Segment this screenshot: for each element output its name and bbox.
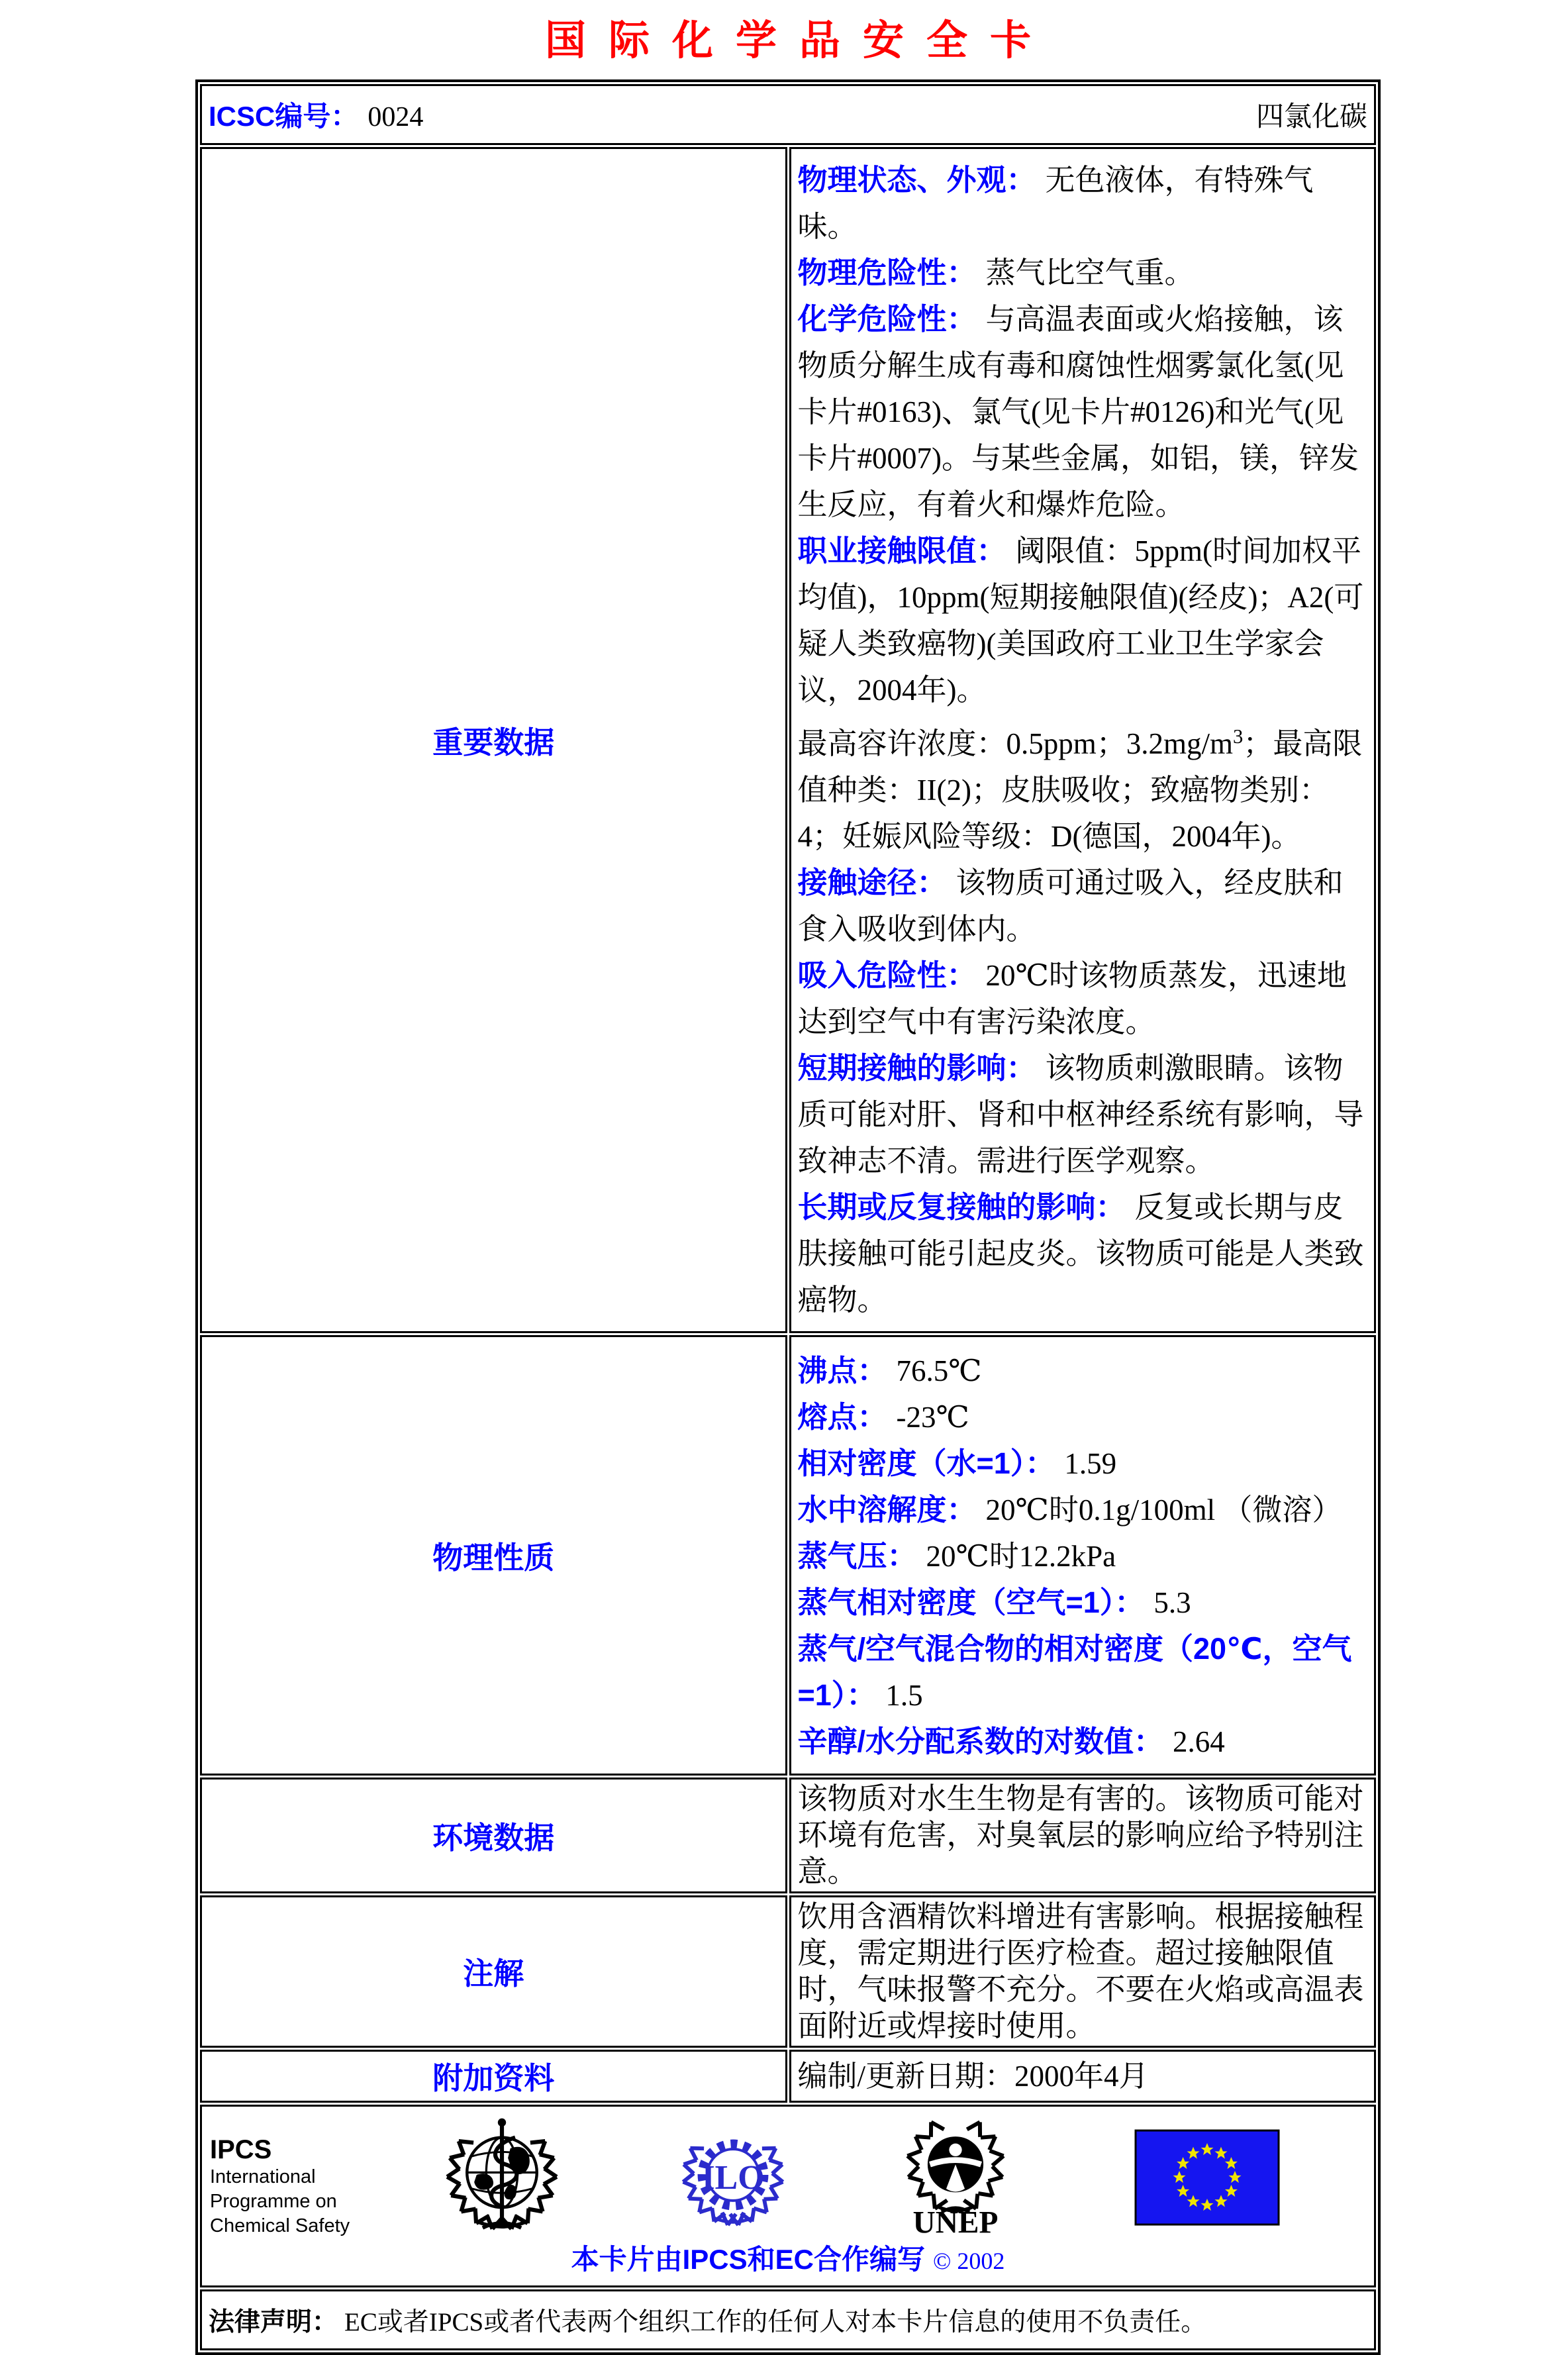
- important-paragraph: [798, 952, 1368, 1045]
- chemical-name: 四氯化碳: [1255, 102, 1367, 132]
- field-text: ；最高限值种类：II(2)；皮肤吸收；致癌物类别：4；妊娠风险等级：D(德国，2004年)。: [797, 727, 1363, 853]
- field-label: 物理危险性：: [797, 256, 977, 289]
- property-line: [798, 1487, 1368, 1533]
- property-line: [798, 1440, 1368, 1487]
- property-value: -23℃: [896, 1401, 969, 1434]
- property-label: 蒸气压：: [797, 1539, 917, 1573]
- legal-label: 法律声明：: [209, 2308, 338, 2336]
- icsc-number-value: 0024: [368, 102, 424, 132]
- property-line: [798, 1348, 1368, 1394]
- property-label: 水中溶解度：: [797, 1493, 977, 1527]
- important-paragraph: [798, 860, 1368, 952]
- section-label-physical: 物理性质: [200, 1335, 787, 1776]
- page-title: 国际化学品安全卡: [544, 19, 1054, 64]
- ipcs-line: Programme on: [210, 2191, 337, 2212]
- property-value: 1.59: [1064, 1447, 1117, 1480]
- additional-info-row: [200, 2050, 1376, 2103]
- field-text: 该物质刺激眼睛。该物质可能对肝、肾和中枢神经系统有影响，导致神志不清。需进行医学观察。: [797, 1052, 1364, 1178]
- unep-letters: UNEP: [912, 2205, 999, 2236]
- field-label: 化学危险性：: [797, 302, 977, 336]
- property-line: [798, 1533, 1368, 1579]
- caption-text: 本卡片由IPCS和EC合作编写: [571, 2244, 925, 2275]
- notes-row: [200, 1895, 1376, 2048]
- section-label-environment: 环境数据: [200, 1778, 787, 1893]
- unep-logo-icon: [897, 2113, 1014, 2236]
- notes-content: 饮用含酒精饮料增进有害影响。根据接触程度，需定期进行医疗检查。超过接触限值时，气味报警不充分。不要在火焰或高温表面附近或焊接时使用。: [789, 1895, 1377, 2048]
- field-text: 蒸气比空气重。: [985, 256, 1195, 289]
- property-line: [798, 1719, 1368, 1765]
- field-label: 接触途径：: [797, 866, 947, 899]
- field-label: 物理状态、外观：: [797, 163, 1036, 197]
- important-paragraph: [798, 1184, 1368, 1323]
- icsc-number-label: ICSC编号：: [209, 101, 359, 132]
- property-label: 熔点：: [797, 1400, 887, 1434]
- property-label: 蒸气相对密度（空气=1）：: [797, 1585, 1145, 1619]
- section-label-notes: 注解: [200, 1895, 787, 2048]
- property-label: 相对密度（水=1）：: [797, 1446, 1055, 1480]
- icsc-number: [209, 95, 423, 134]
- important-paragraph: [798, 250, 1368, 296]
- logos-row: [200, 2105, 1376, 2287]
- property-value: 1.5: [885, 1679, 923, 1712]
- important-paragraph: [798, 528, 1368, 713]
- legal-row: [200, 2289, 1376, 2350]
- field-text: 与高温表面或火焰接触，该物质分解生成有毒和腐蚀性烟雾氯化氢(见卡片#0163)、氯气(见卡片#0126)和光气(见卡片#0007)。与某些金属，如铝，镁，锌发生反应，有着火和爆炸危险。: [797, 303, 1359, 521]
- environment-row: [200, 1778, 1376, 1893]
- property-line: [798, 1394, 1368, 1440]
- icsc-card-page: [195, 0, 1381, 2355]
- field-label: 短期接触的影响：: [797, 1051, 1036, 1085]
- property-value: 2.64: [1173, 1725, 1225, 1758]
- field-text: 无色液体，有特殊气味。: [797, 164, 1314, 243]
- field-label: 职业接触限值：: [797, 534, 1006, 568]
- legal-notice: [200, 2289, 1376, 2350]
- additional-info-content: 编制/更新日期：2000年4月: [789, 2050, 1377, 2103]
- card-table: [195, 79, 1381, 2355]
- who-logo-icon: [442, 2115, 562, 2235]
- property-label: 蒸气/空气混合物的相对密度（20℃，空气=1）：: [797, 1632, 1352, 1712]
- ipcs-line: International: [210, 2166, 316, 2187]
- property-value: 76.5℃: [896, 1354, 982, 1387]
- important-paragraph: [798, 1045, 1368, 1184]
- field-text: 最高容许浓度：0.5ppm；3.2mg/m: [797, 727, 1234, 760]
- ipcs-acronym: IPCS: [210, 2135, 272, 2164]
- superscript: 3: [1233, 725, 1244, 748]
- field-text: 反复或长期与皮肤接触可能引起皮炎。该物质可能是人类致癌物。: [797, 1191, 1364, 1317]
- section-label-additional: 附加资料: [200, 2050, 787, 2103]
- property-value: 5.3: [1153, 1586, 1191, 1619]
- property-line: [798, 1579, 1368, 1626]
- important-paragraph: [798, 713, 1368, 860]
- important-data-content: [789, 147, 1377, 1333]
- important-paragraph: [798, 296, 1368, 528]
- property-value: 20℃时12.2kPa: [926, 1540, 1116, 1573]
- ilo-logo-icon: [671, 2121, 795, 2229]
- property-value: 20℃时0.1g/100ml （微溶）: [985, 1493, 1342, 1527]
- field-text: 20℃时该物质蒸发，迅速地达到空气中有害污染浓度。: [797, 959, 1347, 1038]
- section-label-important: 重要数据: [200, 147, 787, 1333]
- ipcs-text-block: [210, 2134, 350, 2238]
- footer-caption: [202, 2238, 1374, 2278]
- physical-properties-content: [789, 1335, 1377, 1776]
- physical-properties-row: [200, 1335, 1376, 1776]
- field-label: 长期或反复接触的影响：: [797, 1190, 1126, 1224]
- eu-flag-icon: [1134, 2129, 1280, 2226]
- ipcs-line: Chemical Safety: [210, 2215, 350, 2236]
- property-label: 辛醇/水分配系数的对数值：: [797, 1725, 1164, 1758]
- copyright-text: © 2002: [933, 2248, 1005, 2274]
- header-row: [200, 84, 1376, 145]
- field-text: 该物质可通过吸入，经皮肤和食入吸收到体内。: [797, 866, 1344, 946]
- important-paragraph: [798, 157, 1368, 250]
- field-label: 吸入危险性：: [797, 958, 977, 992]
- important-data-row: [200, 147, 1376, 1333]
- environment-content: 该物质对水生生物是有害的。该物质可能对环境有危害，对臭氧层的影响应给予特别注意。: [789, 1778, 1377, 1893]
- ilo-letters: ILO: [701, 2159, 765, 2197]
- field-text: 阈限值：5ppm(时间加权平均值)，10ppm(短期接触限值)(经皮)；A2(可疑人类致癌物)(美国政府工业卫生学家会议，2004年)。: [797, 534, 1364, 707]
- legal-text: EC或者IPCS或者代表两个组织工作的任何人对本卡片信息的使用不负责任。: [344, 2308, 1207, 2336]
- property-label: 沸点：: [797, 1354, 887, 1387]
- property-line: [798, 1626, 1368, 1719]
